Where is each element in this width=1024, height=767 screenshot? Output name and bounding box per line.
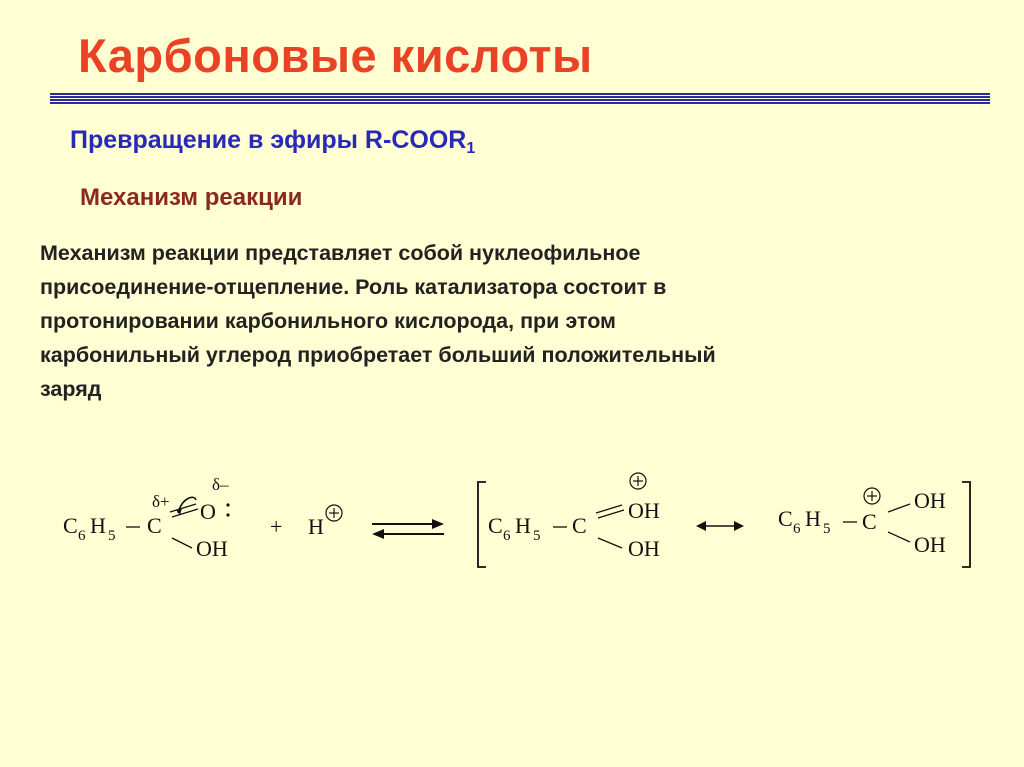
reaction-scheme [0,460,1024,600]
formula-sub-5: 5 [108,528,116,544]
bond-line [172,538,192,548]
bond-line [888,504,910,512]
subheading: Механизм реакции [80,184,303,211]
subtitle [70,126,475,158]
carbon: C [862,509,877,534]
resonance-arrow-icon [696,521,744,531]
slide-title: Карбоновые кислоты [78,29,593,82]
formula-sub-6: 6 [793,521,801,537]
equilibrium-arrow-icon [372,519,444,539]
delta-plus-label: δ+ [152,492,170,511]
formula-c: C [63,513,78,538]
oh-top: OH [628,498,660,523]
positive-charge-icon [326,505,342,521]
lone-pair-dot [226,513,229,516]
plus-sign: + [270,514,283,539]
right-bracket [962,482,970,567]
bond-line [888,532,910,542]
positive-charge-icon [630,473,646,489]
bond-line [598,538,622,548]
title-divider [50,93,990,105]
body-line: заряд [40,377,102,401]
intermediate-oxonium [488,473,660,561]
formula-h: H [805,506,821,531]
formula-sub-6: 6 [503,528,511,544]
hydroxyl-group: OH [196,536,228,561]
formula-c: C [488,513,503,538]
body-line: присоединение-отщепление. Роль катализатора состоит в [40,275,667,299]
left-bracket [478,482,486,567]
formula-sub-5: 5 [823,521,831,537]
lone-pair-dot [226,503,229,506]
formula-sub-6: 6 [78,528,86,544]
positive-charge-icon [864,488,880,504]
formula-h: H [515,513,531,538]
carbon: C [572,513,587,538]
carbonyl-oxygen: O [200,499,216,524]
reactant [63,475,230,561]
intermediate-carbocation [778,488,946,557]
delta-minus-label: δ– [212,475,229,494]
proton-h: H [308,514,324,539]
oh-top: OH [914,488,946,513]
formula-h: H [90,513,106,538]
formula-c: C [778,506,793,531]
subtitle-text: Превращение в эфиры R-COOR [70,126,467,154]
body-line: протонировании карбонильного кислорода, при этом [40,309,616,333]
carbonyl-carbon: C [147,513,162,538]
body-line: Механизм реакции представляет собой нуклеофильное [40,241,641,265]
subtitle-subscript: 1 [466,140,476,157]
oh-bottom: OH [914,532,946,557]
formula-sub-5: 5 [533,528,541,544]
oh-bottom: OH [628,536,660,561]
body-paragraph [40,236,960,406]
body-line: карбонильный углерод приобретает больший положительный [40,343,716,367]
